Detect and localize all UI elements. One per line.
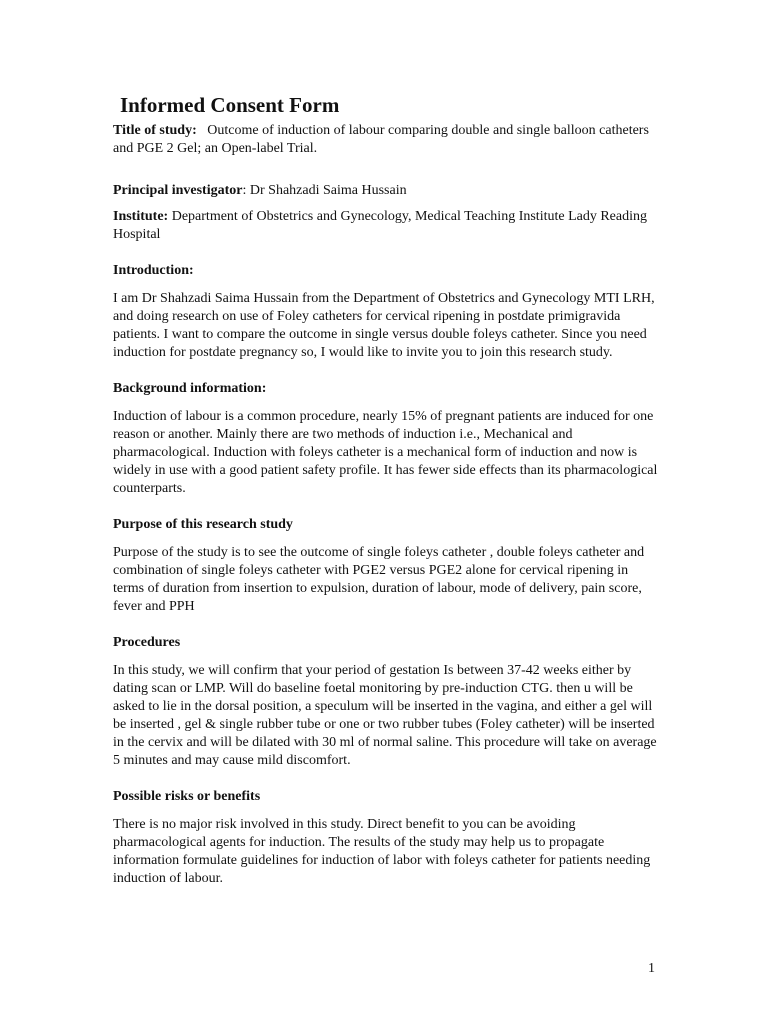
document-page — [113, 92, 661, 888]
page-number: 1 — [648, 961, 655, 976]
introduction-heading: Introduction: — [113, 263, 194, 278]
study-title — [113, 122, 661, 158]
risks-heading: Possible risks or benefits — [113, 789, 261, 804]
procedures-heading: Procedures — [113, 635, 181, 650]
background-body: Induction of labour is a common procedure, nearly 15% of pregnant patients are induced for one reason or another. Mainly there are two methods of induction i.e., Mechanical and pharmacological. Induction with foleys catheter is a mechanical form of induction and now is widely in use with a good patient safety profile. It has fewer side effects than its pharmacological counterparts. — [113, 409, 658, 496]
background-heading: Background information: — [113, 381, 267, 396]
purpose-body: Purpose of the study is to see the outcome of single foleys catheter , double foleys catheter and combination of single foleys catheter with PGE2 versus PGE2 alone for cervical ripening in terms of duration from insertion to expulsion, duration of labour, mode of delivery, pain score, fever and PPH — [113, 545, 645, 614]
principal-investigator-label: Principal investigator — [113, 183, 243, 198]
purpose-heading: Purpose of this research study — [113, 517, 293, 532]
institute-value: Department of Obstetrics and Gynecology, Medical Teaching Institute Lady Reading Hospital — [113, 209, 648, 242]
institute — [113, 208, 661, 244]
principal-investigator-value: : Dr Shahzadi Saima Hussain — [242, 183, 407, 198]
procedures-body: In this study, we will confirm that your period of gestation Is between 37-42 weeks either by dating scan or LMP. Will do baseline foetal monitoring by pre-induction CTG. then u will be asked to lie in the dorsal position, a speculum will be inserted in the vagina, and either a gel will be inserted , gel & single rubber tube or one or two rubber tubes (Foley catheter) will be inserted in the cervix and will be dilated with 30 ml of normal saline. This procedure will take on average 5 minutes and may cause mild discomfort. — [113, 663, 657, 768]
study-title-value: Outcome of induction of labour comparing double and single balloon catheters and PGE 2 Gel; an Open-label Trial. — [113, 123, 653, 156]
institute-label: Institute: — [113, 209, 169, 224]
introduction-body: I am Dr Shahzadi Saima Hussain from the Department of Obstetrics and Gynecology MTI LRH, and doing research on use of Foley catheters for cervical ripening in postdate primigravida patients. I want to compare the outcome in single versus double foleys catheter. Since you need induction for postdate pregnancy so, I would like to invite you to join this research study. — [113, 291, 655, 360]
risks-body: There is no major risk involved in this study. Direct benefit to you can be avoiding pharmacological agents for induction. The results of the study may help us to propagate information formulate guidelines for induction of labor with foleys catheter for patients needing induction of labour. — [113, 817, 651, 886]
principal-investigator — [113, 182, 661, 200]
document-title: Informed Consent Form — [120, 93, 340, 117]
study-title-label: Title of study: — [113, 123, 197, 138]
